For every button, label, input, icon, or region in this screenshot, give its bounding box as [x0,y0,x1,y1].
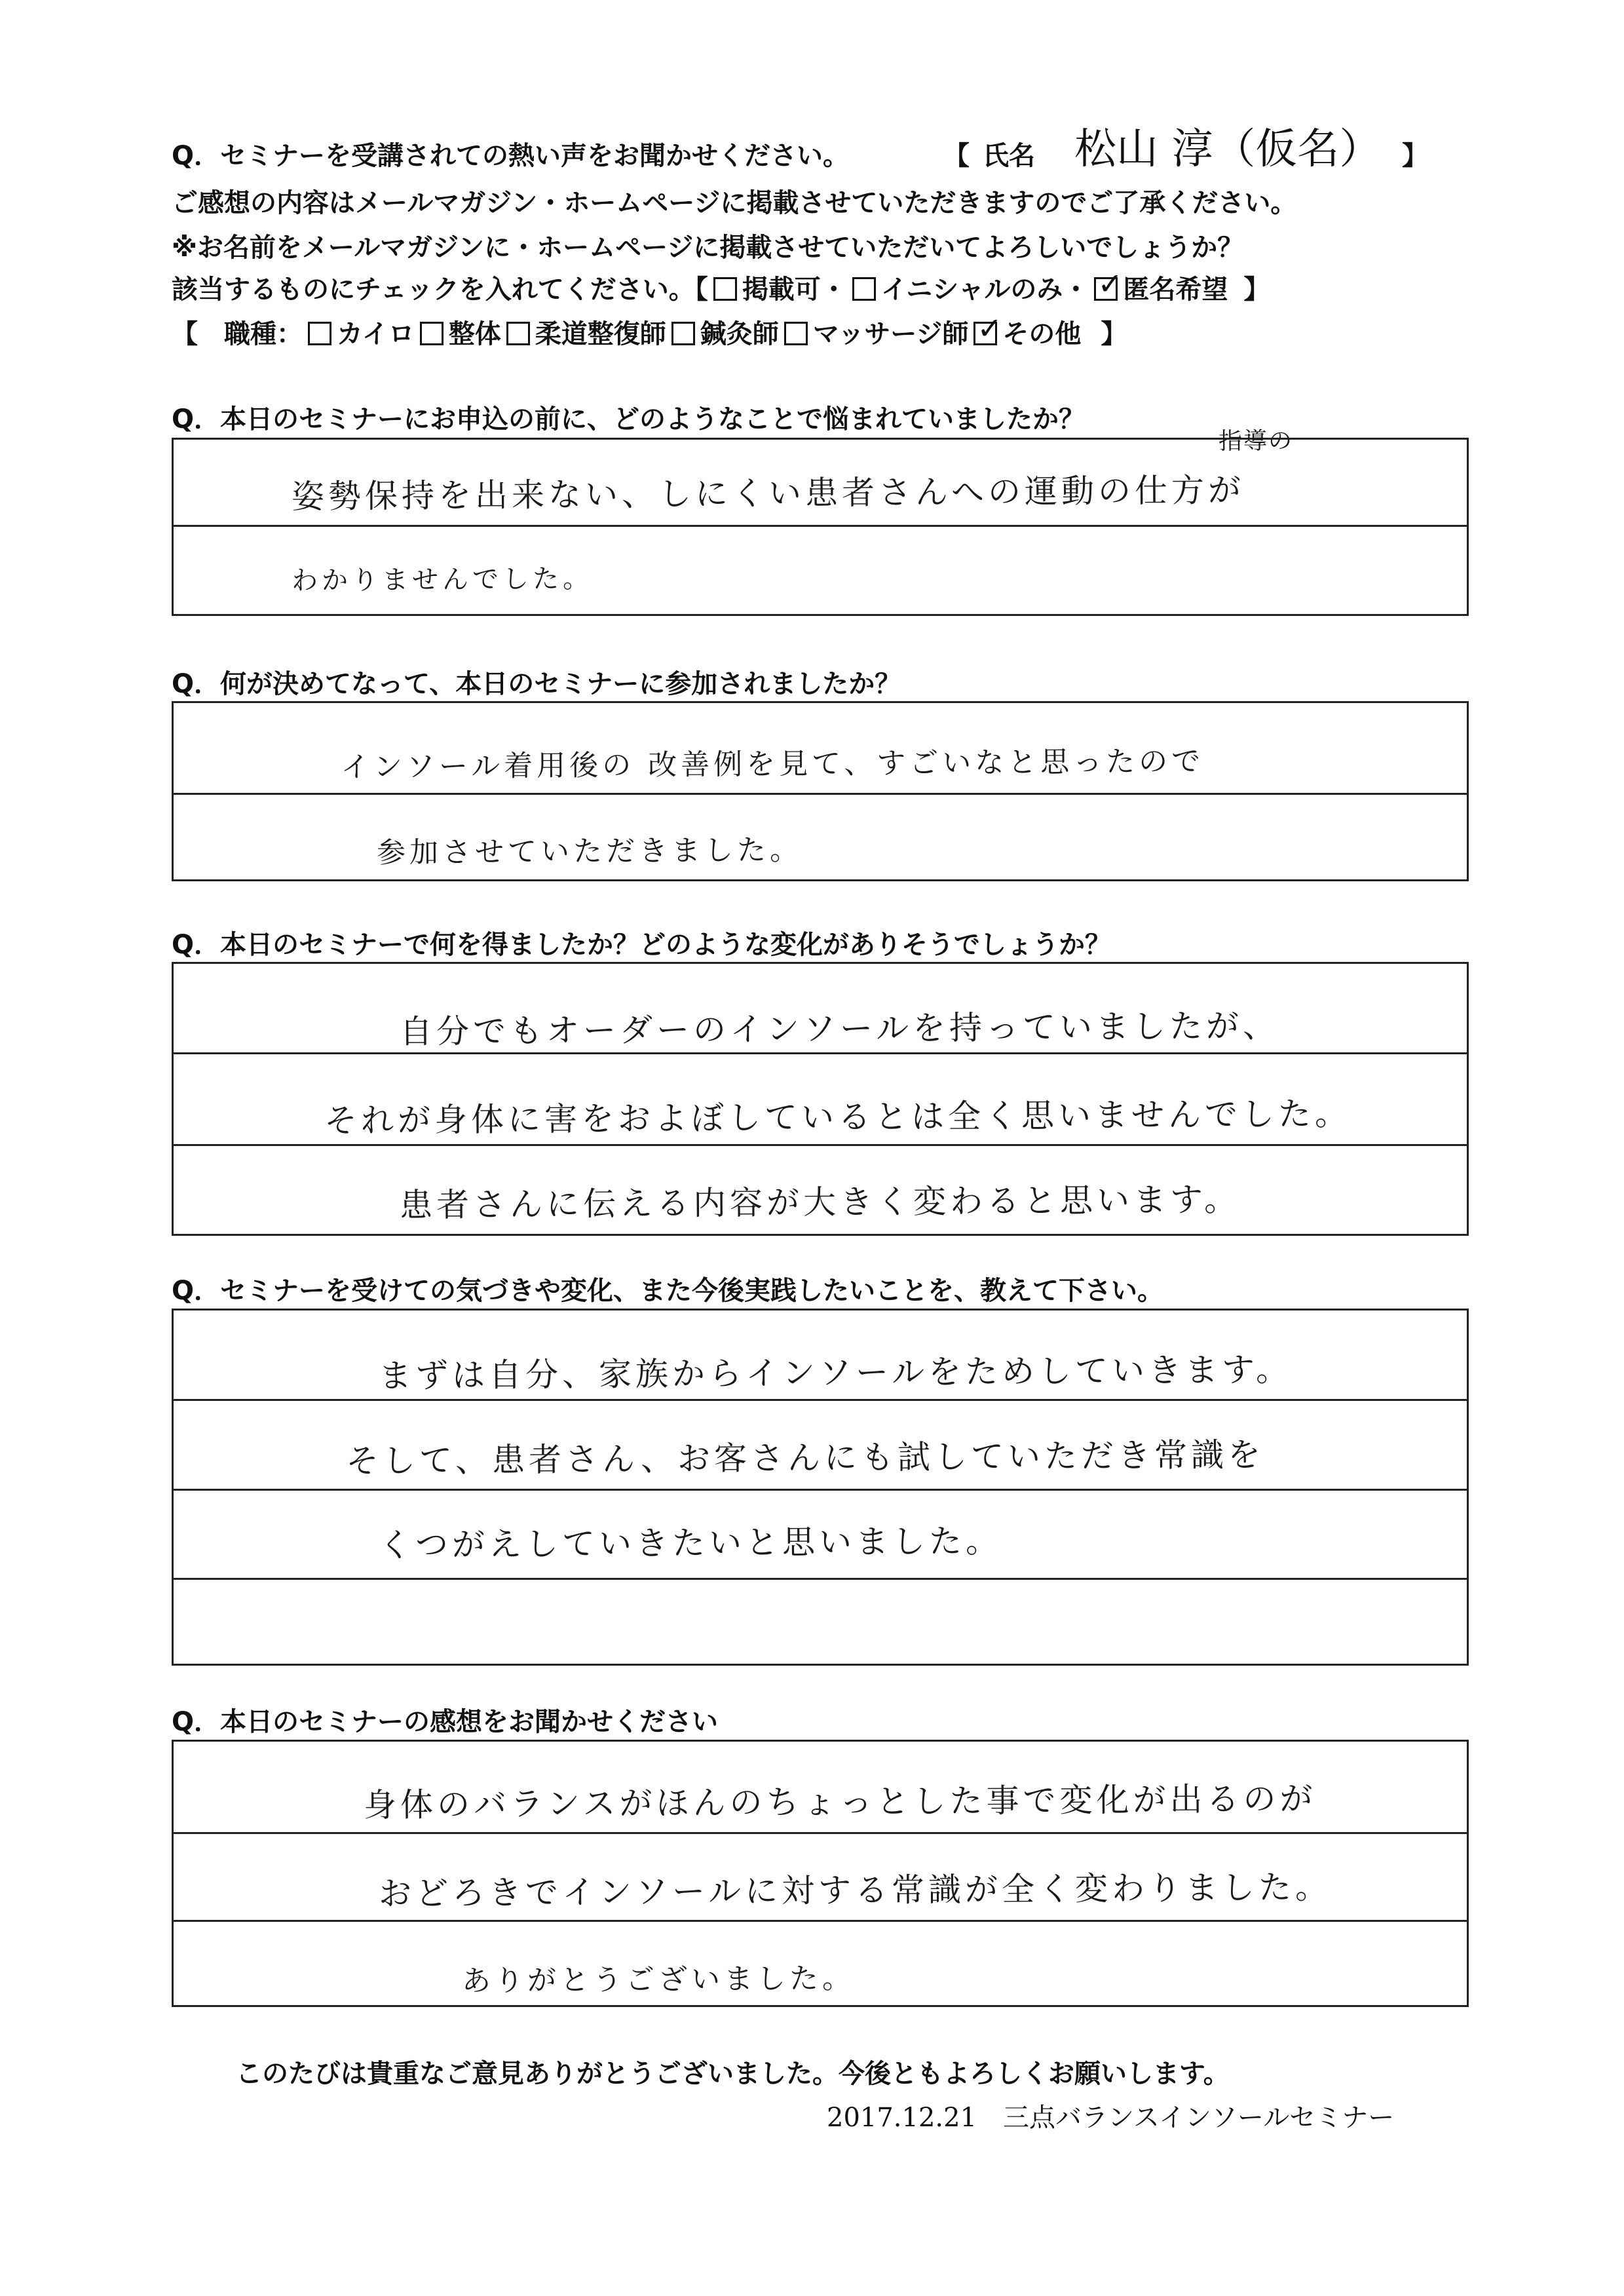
answer-rule [174,793,1467,795]
occupation-checkbox-massage[interactable] [784,322,808,345]
footer-date-seminar: 2017.12.21 三点バランスインソールセミナー [827,2103,1395,2133]
occupation-label-chiro: カイロ [337,319,415,349]
footer-thanks: このたびは貴重なご意見ありがとうございました。今後ともよろしくお願いします。 [236,2059,1230,2089]
answer-5-line-1: 身体のバランスがほんのちょっとした事で変化が出るのが [363,1779,1317,1825]
answer-rule [174,1578,1467,1580]
answer-1-insertion: 指導の [1218,427,1294,455]
notice-line-2: ※お名前をメールマガジンに・ホームページに掲載させていただいてよろしいでしょうか？ [172,233,1244,263]
consent-label-initials: イニシャルのみ・ [880,275,1089,305]
answer-2-line-1: インソール着用後の 改善例を見て、すごいなと思ったので [340,744,1205,784]
consent-checkbox-initials[interactable] [852,277,876,301]
answer-4-line-3: くつがえしていきたいと思いました。 [378,1521,1003,1565]
consent-label-anonymous: 匿名希望 [1123,275,1228,305]
occupation-label-massage: マッサージ師 [812,319,969,349]
question-4-label: Q．セミナーを受けての気づきや変化、また今後実践したいことを、教えて下さい。 [172,1276,1164,1306]
name-bracket-open: 【 [943,141,970,171]
consent-row [172,277,1270,303]
consent-checkbox-publish[interactable] [713,277,737,301]
consent-label-publish: 掲載可・ [742,275,847,305]
occupation-label-judo: 柔道整復師 [535,319,666,349]
answer-3-line-2: それが身体に害をおよぼしているとは全く思いませんでした。 [324,1094,1352,1140]
answer-2-line-2: 参加させていただきました。 [376,833,803,870]
name-label: 氏名 [983,141,1035,171]
answer-rule [174,1920,1467,1922]
answer-rule [174,525,1467,527]
occupation-row [172,321,1127,347]
name-bracket-close: 】 [1402,141,1428,171]
occupation-label-other: その他 [1002,319,1082,349]
occupation-label-acupuncture: 鍼灸師 [700,319,779,349]
consent-checkbox-anonymous[interactable] [1094,277,1118,301]
answer-rule [174,1399,1467,1401]
name-value: 松山 淳（仮名） [1074,125,1382,174]
occupation-checkbox-judo[interactable] [506,322,530,345]
answer-rule [174,1489,1467,1491]
answer-5-line-2: おどろきでインソールに対する常識が全く変わりました。 [378,1867,1332,1913]
answer-1-line-1: 姿勢保持を出来ない、しにくい患者さんへの運動の仕方が [291,470,1245,516]
answer-3-line-3: 患者さんに伝える内容が大きく変わると思います。 [399,1180,1241,1225]
notice-line-1: ご感想の内容はメールマガジン・ホームページに掲載させていただきますのでご了承ください。 [172,188,1297,218]
consent-prefix: 該当するものにチェックを入れてください。【 [172,275,708,305]
occupation-label-seitai: 整体 [448,319,501,349]
question-3-label: Q．本日のセミナーで何を得ましたか？どのような変化がありそうでしょうか？ [172,930,1112,960]
answer-4-line-1: まずは自分、家族からインソールをためしていきます。 [378,1350,1293,1395]
answer-rule [174,1144,1467,1146]
occupation-checkbox-seitai[interactable] [420,322,444,345]
answer-rule [174,1832,1467,1834]
answer-1-line-2: わかりませんでした。 [291,564,594,596]
consent-close: 】 [1243,275,1270,305]
answer-box-2 [172,701,1469,881]
occupation-checkbox-other[interactable] [973,322,997,345]
answer-4-line-2: そして、患者さん、お客さんにも試していただき常識を [345,1436,1265,1480]
occupation-prefix: 【 職種： [172,319,303,349]
intro-question: Q．セミナーを受講されての熱い声をお聞かせください。 [172,141,850,171]
question-5-label: Q．本日のセミナーの感想をお聞かせください [172,1707,719,1737]
occupation-close: 】 [1101,319,1127,349]
occupation-checkbox-acupuncture[interactable] [671,322,695,345]
answer-5-line-3: ありがとうございました。 [461,1961,856,1999]
answer-3-line-1: 自分でもオーダーのインソールを持っていましたが、 [399,1006,1280,1051]
occupation-checkbox-chiro[interactable] [308,322,331,345]
answer-rule [174,1052,1467,1054]
question-2-label: Q．何が決めてなって、本日のセミナーに参加されましたか？ [172,669,901,699]
question-1-label: Q．本日のセミナーにお申込の前に、どのようなことで悩まれていましたか？ [172,404,1086,434]
